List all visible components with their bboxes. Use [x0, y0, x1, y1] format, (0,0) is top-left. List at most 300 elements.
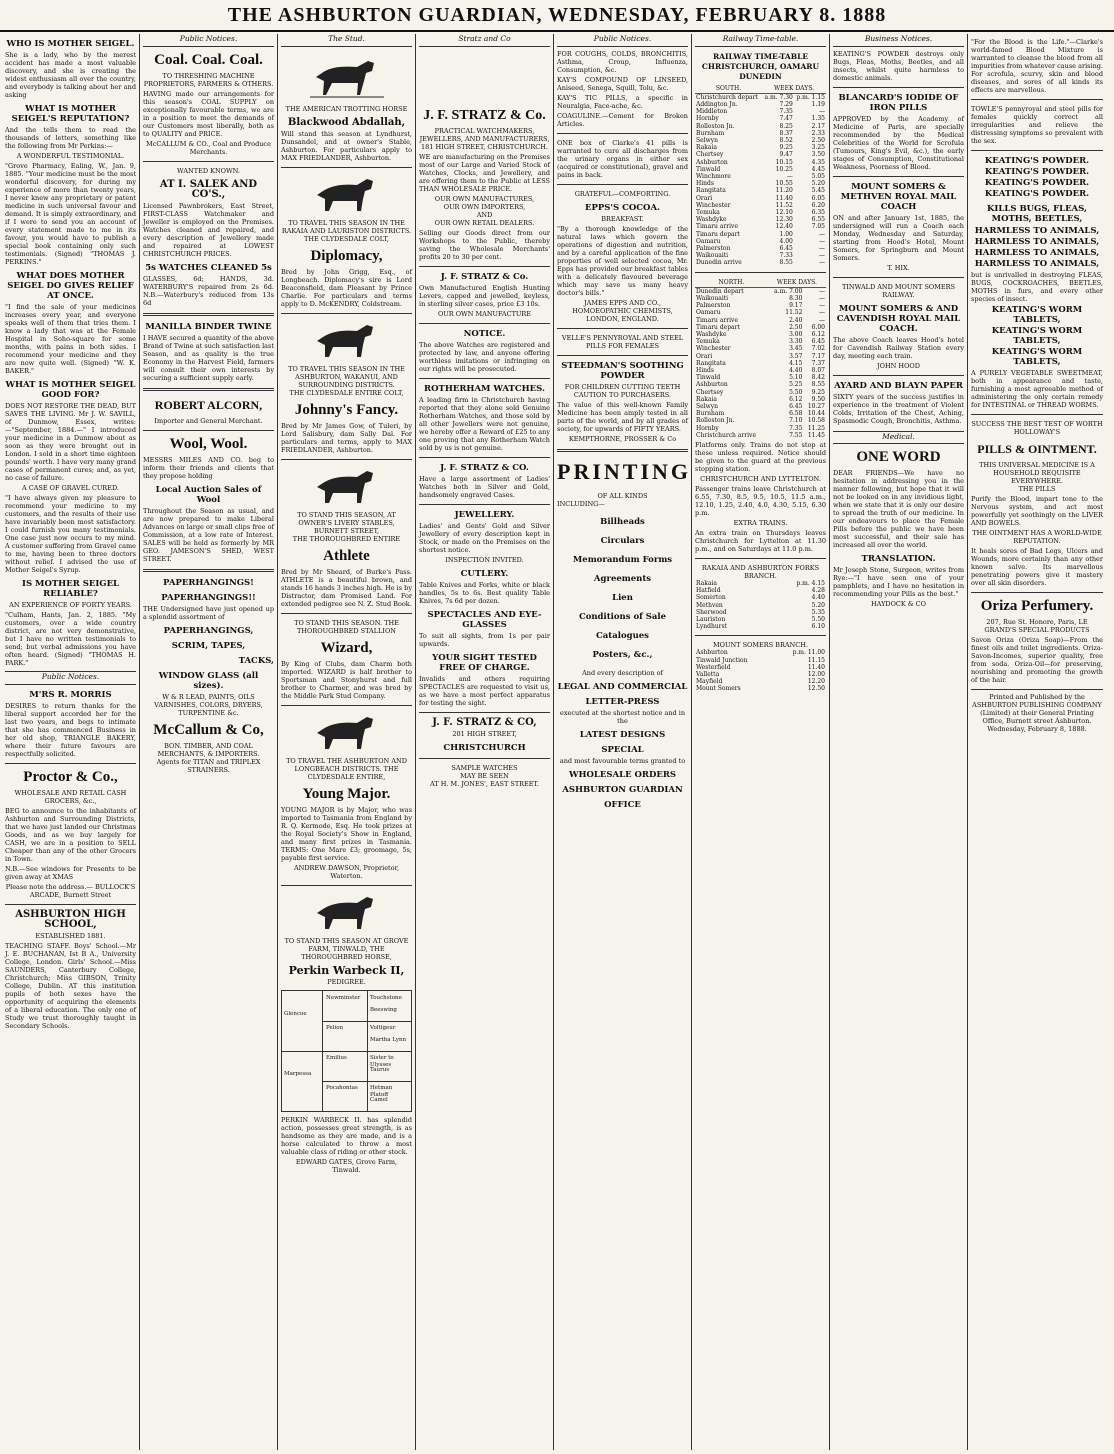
paragraph: To suit all sights, from 1s per pair upwards. [419, 631, 550, 648]
section-head: Public Notices. [143, 34, 274, 47]
address: 181 HIGH STREET, CHRISTCHURCH. [421, 142, 548, 151]
train-time: 12.20 [807, 678, 825, 686]
subheading: VELLE'S PENNYROYAL AND STEEL PILLS FOR FEMALES [561, 333, 684, 350]
subheading: INCLUDING— [557, 499, 605, 508]
paragraph: APPROVED by the Academy of Medicine of Paris, are specially recommended by the Medical Celebrities of the World for Scrofula (Tumours, King's Evil, &c.), the early stages of Consumption, Constitutional Weakness, Poorness of Blood. [833, 114, 964, 171]
paragraph: Savon Oriza (Oriza Soap)—From the finest oils and toilet ingredients. Oriza-Savon-Incomes, superior quality, free from soda. Oriza-Oil—for preserving, nourishing and promoting the growth of the hair. [971, 636, 1103, 684]
paragraph: "I have always given my pleasure to recommend your medicine to my customers, and the results of their use have invariably been most satisfactory. I could furnish you many testimonials. One case just now occurs to my mind. A customer suffering from Gravel came to me, having been to three doctors without relief. I advised the use of Mother Seigel's Syrup. [5, 494, 136, 574]
train-time: 9.47 [779, 151, 793, 159]
paragraph: I HAVE secured a quantity of the above Brand of Twine at such satisfaction last Season, and as quality is the true Economy in the Harvest Field, farmers will consult their own interests by securing a sufficient supply early. [143, 333, 274, 382]
table-row [695, 345, 826, 352]
subheading: THE THOROUGHBRED ENTIRE [292, 534, 401, 543]
paragraph: She is a lady, who by the merest accident has made a most valuable discovery, and she is creating the widest enthusiasm all over the country, and everybody is talking about her and asking [5, 51, 136, 99]
station-name: Washdyke [696, 216, 727, 224]
ad-line: PAPERHANGINGS, [163, 625, 254, 636]
pedigree-entry: Camel [370, 1096, 388, 1103]
thoroughbred-horse-illustration [307, 891, 387, 933]
divider [971, 99, 1103, 100]
table-row [695, 374, 826, 381]
column-8 [968, 34, 1106, 1450]
paragraph: Bred by Mr Sheard, of Burke's Pass. ATHLETE is a beautiful brown, and stands 16 hands 3 inches high. He is by Distractor, dam Promised Land. For extended pedigree see N. Z. Stud Book. [281, 567, 412, 608]
table-row [695, 338, 826, 345]
train-time: — [819, 108, 825, 116]
pedigree-chart [281, 990, 412, 1112]
train-time: 7.55 [789, 431, 803, 439]
train-time: 10.55 [775, 180, 793, 188]
station-name: Hinds [696, 180, 714, 188]
table-row [695, 425, 826, 432]
train-time: — [819, 302, 825, 310]
table-row [695, 101, 826, 108]
station-name: Rangitata [696, 359, 726, 367]
train-time: 12.50 [807, 685, 825, 693]
divider [557, 184, 688, 185]
pedigree-divider [282, 1051, 412, 1052]
station-name: Christchurch depart [696, 93, 758, 101]
headline: WHO IS MOTHER SEIGEL. [6, 39, 135, 49]
print-item: Conditions of Sale [578, 611, 667, 622]
pedigree-entry: Taurus [370, 1066, 390, 1073]
table-row [695, 678, 826, 685]
ad-line: LATEST DESIGNS [579, 729, 666, 740]
column-2 [140, 34, 278, 1450]
ad-title: MOUNT SOMERS & METHVEN ROYAL MAIL COACH [840, 181, 957, 212]
subheading: TO STAND THIS SEASON. THE THOROUGHBRED STALLION [294, 618, 399, 635]
ad-subtitle: W & R LEAD, PAINTS, OILS VARNISHES, COLORS, DRYERS, TURPENTINE &c. [154, 692, 263, 717]
train-time: 4.40 [789, 367, 803, 375]
divider [971, 150, 1103, 151]
station-name: Middleton [696, 108, 728, 116]
section-head: Public Notices. [557, 34, 688, 47]
station-name: Rakaia [696, 395, 717, 403]
pedigree-label: PEDIGREE. [327, 977, 366, 986]
paragraph: "I find the sale of your medicines increases every year, and everyone speaks well of them that tries them. I know a lady that was at the Female Hospital in Soho-square for some months, with pains in both sides. I recommend your medicine and they are now quite well. (Signed) "W. K. BAKER." [5, 303, 136, 375]
column-7 [830, 34, 968, 1450]
print-item: Agreements [593, 573, 652, 584]
station-name: Palmerston [696, 244, 731, 252]
train-time: 11.52 [775, 201, 793, 209]
pedigree-entry: Martha Lynn [370, 1036, 407, 1043]
ad-line: executed at the shortest notice and in the [559, 708, 686, 725]
ad-title: SPECTACLES AND EYE-GLASSES [427, 609, 542, 630]
station-name: Timaru arrive [696, 223, 738, 231]
table-row [695, 616, 826, 623]
section-head: Railway Time-table. [695, 34, 826, 47]
ad-title: CUTLERY. [460, 568, 509, 579]
headline: IS MOTHER SEIGEL RELIABLE? [21, 579, 120, 599]
station-name: Ashburton [696, 381, 728, 389]
print-item: Catalogues [596, 630, 649, 641]
table-header: NORTH. [695, 278, 768, 288]
train-time: 9.25 [811, 388, 825, 396]
paragraph: GLASSES, 6d; HANDS, 3d. WATERBURY'S repaired from 2s 6d. N.B.—Waterbury's reduced from 13s 6d [143, 274, 274, 307]
train-time: — [819, 252, 825, 260]
train-time: 10.58 [807, 417, 825, 425]
headline: WHAT IS MOTHER SEIGEL GOOD FOR? [5, 380, 136, 400]
paragraph: The above Coach leaves Hood's hotel for Cavendish Railway Station every day, meeting each train. [833, 335, 964, 360]
table-header: SOUTH. [695, 84, 762, 94]
ad-line: LETTER-PRESS [585, 696, 660, 707]
ad-title: PAPERHANGINGS! [163, 577, 254, 588]
table-row [695, 180, 826, 187]
train-time: — [819, 230, 825, 238]
pedigree-entry: Hetman Platoff [370, 1084, 393, 1098]
table-header: WEEK DAYS. [768, 278, 826, 288]
train-time: 4.15 [789, 359, 803, 367]
ad-line: KEATING'S WORM TABLETS, [991, 347, 1083, 367]
paragraph: PERKIN WARBECK II. has splendid action, possesses great strength, is as handsome as they are made, and is a horse calculated to throw a most valuable class of riding or other stock. [281, 1115, 412, 1156]
train-time: 5.35 [811, 608, 825, 616]
paragraph: SIXTY years of the success justifies in experience in the treatment of Violent Colds, Irritation of the Chest, Aching, Spasmodic Cough, Bronchitis, Asthma. [833, 392, 964, 425]
divider [143, 313, 274, 316]
paragraph: A PURELY VEGETABLE SWEETMEAT, both in appearance and taste, furnishing a most agreeable method of administering the only certain remedy for INTESTINAL or THREAD WORMS. [971, 369, 1103, 409]
divider [143, 430, 274, 431]
train-time: 2.33 [811, 129, 825, 137]
train-time: 8.55 [779, 259, 793, 267]
train-time: 8.52 [779, 136, 793, 144]
horse-name: Diplomacy, [310, 247, 383, 264]
ad-title: ROTHERHAM WATCHES. [424, 383, 545, 394]
pedigree-entry: Emilius [326, 1054, 347, 1061]
ad-subtitle: PRACTICAL WATCHMAKERS, JEWELLERS, AND MANUFACTURERS, [419, 126, 550, 143]
table-row [695, 159, 826, 166]
table-row [695, 144, 826, 151]
divider [419, 323, 550, 324]
table-row [695, 671, 826, 678]
train-time: 11.40 [775, 194, 793, 202]
paragraph: WE are manufacturing on the Premises most of our Large and Varied Stock of Watches, Clocks, and Jewellery, and are offering them to the Public at LESS THAN WHOLESALE PRICE. [419, 152, 550, 193]
train-time: — [819, 294, 825, 302]
station-name: Timaru arrive [696, 316, 738, 324]
ad-title: Coal. Coal. Coal. [154, 51, 263, 68]
ad-title: J. F. STRATZ & CO. [440, 462, 529, 473]
ad-line: KILLS BUGS, FLEAS, MOTHS, BEETLES, [987, 204, 1087, 224]
subheading: THE AMERICAN TROTTING HORSE [285, 104, 408, 113]
station-name: Sherwood [696, 608, 727, 616]
station-name: Chertsey [696, 151, 724, 159]
column-1 [2, 34, 140, 1450]
train-time: 12.30 [775, 216, 793, 224]
ad-line: LEGAL AND COMMERCIAL [557, 681, 688, 692]
train-time: 11.45 [807, 431, 825, 439]
table-row [695, 594, 826, 601]
table-row [695, 187, 826, 194]
station-name: Burnham [696, 410, 725, 418]
subheading: MOUNT SOMERS BRANCH. [713, 641, 808, 650]
ad-title: Oriza Perfumery. [980, 598, 1094, 614]
station-name: Dunedin arrive [696, 259, 742, 267]
train-time: 7.05 [811, 223, 825, 231]
ad-line: KEATING'S POWDER. [984, 189, 1090, 199]
station-name: Addington Jn. [696, 100, 738, 108]
train-time: 10.27 [807, 403, 825, 411]
table-row [695, 195, 826, 202]
station-name: Waikouaiti [696, 252, 729, 260]
masthead: THE ASHBURTON GUARDIAN, WEDNESDAY, FEBRUARY 8. 1888 [0, 0, 1114, 32]
pedigree-entry: Pelion [326, 1024, 344, 1031]
train-time: 5.50 [811, 616, 825, 624]
subheading: RAKAIA AND ASHBURTON FORKS BRANCH. [701, 564, 820, 581]
train-time: 5.05 [811, 172, 825, 180]
table-row [695, 123, 826, 130]
train-time: 8.55 [811, 381, 825, 389]
station-name: Hornby [696, 424, 719, 432]
train-time: 1.19 [811, 100, 825, 108]
ad-line: KEATING'S POWDER. [984, 178, 1090, 188]
table-row [695, 130, 826, 137]
station-name: Hinds [696, 367, 714, 375]
train-time: — [819, 287, 825, 295]
subheading: CHRISTCHURCH AND LYTTELTON. [700, 475, 821, 484]
table-row [695, 209, 826, 216]
imprint [971, 689, 1103, 733]
train-time: p.m. 1.15 [796, 93, 825, 101]
signature: KEMPTHORNE, PROSSER & Co [568, 434, 677, 443]
signature: ANDREW DAWSON, Proprietor, Waterton. [293, 863, 400, 880]
pedigree-entry: Touchstone [370, 994, 402, 1001]
ad-subtitle: ESTABLISHED 1881. [35, 931, 106, 940]
paragraph: Bred by John Grigg, Esq., of Longbeach. Diplomacy's sire is Lord Beaconsfield, dam Pleasant by Prince Charlie. For particulars and terms apply to D. McKENDRY, Coldstream. [281, 267, 412, 308]
table-row [695, 93, 826, 101]
paragraph: Invalids and others requiring SPECTACLES are requested to visit us, as we have a most perfect apparatus for testing the sight. [419, 674, 550, 707]
train-time: 5.10 [789, 374, 803, 382]
ad-line: WINDOW GLASS (all sizes). [158, 670, 259, 691]
headline: WHAT IS MOTHER SEIGEL'S REPUTATION? [11, 104, 130, 124]
table-row [695, 367, 826, 374]
train-time: 8.07 [811, 367, 825, 375]
ad-line: OUR OWN IMPORTERS, [443, 202, 526, 211]
signature: HAYDOCK & CO [871, 600, 926, 608]
paragraph: ONE box of Clarke's 41 pills is warranted to cure all discharges from the urinary organs in either sex (acquired or constitutional), gravel and pains in back. [557, 138, 688, 179]
train-time: 10.44 [807, 410, 825, 418]
train-time: 12.10 [775, 208, 793, 216]
subheading: OF ALL KINDS [597, 491, 648, 500]
train-time: 8.42 [811, 374, 825, 382]
subheading: GRATEFUL—COMFORTING. [574, 189, 671, 198]
divider [833, 87, 964, 88]
station-name: Orari [696, 352, 713, 360]
paragraph: DOES NOT RESTORE THE DEAD, BUT SAVES THE LIVING. Mr J. W. SAVILL, of Dunmow, Essex, writes:—"September, 1884.—" I introduced your medicine in a Dunmow about as soon as they were brought out in London. I sold in a short time eighteen pounds' worth. I have very many grand cases of permanent cures; and, as yet, no case of failure. [5, 402, 136, 482]
table-row [695, 238, 826, 245]
station-name: Selwyn [696, 403, 718, 411]
train-time: 5.20 [811, 601, 825, 609]
table-row [695, 295, 826, 302]
subheading: 207, Rue St. Honore, Paris, LE GRAND'S SPECIAL PRODUCTS [984, 618, 1090, 634]
train-time: 10.15 [775, 158, 793, 166]
ad-title: NOTICE. [463, 328, 506, 339]
subheading: FOR CHILDREN CUTTING TEETH [564, 382, 681, 391]
table-row [695, 309, 826, 316]
ad-title: AYARD AND BLAYN PAPER [834, 380, 963, 391]
subheading: TO TRAVEL THE ASHBURTON AND LONGBEACH DISTRICTS. THE CLYDESDALE ENTIRE, [286, 756, 407, 781]
train-time: 7.33 [779, 252, 793, 260]
divider [695, 558, 826, 559]
train-time: 11.25 [807, 424, 825, 432]
timetable-rakaia [695, 580, 826, 630]
horse-name: Johnny's Fancy. [294, 401, 399, 418]
paragraph: KEATING'S POWDER destroys only Bugs, Fleas, Moths, Beetles, and all insects, whilst quite harmless to domestic animals. [833, 49, 964, 82]
paragraph: Ladies' and Gents' Gold and Silver Jewellery of every description kept in Stock, or made on the Premises on the shortest notice. [419, 521, 550, 554]
table-row [695, 664, 826, 671]
paragraph: YOUNG MAJOR is by Major, who was imported to Tasmania from England by R. Q. Kermode, Esq. He took prizes at the Royal Society's Show in England, and many first prizes in Tasmania. TERMS: One Mare £3; groomage, 5s, payable first service. [281, 805, 412, 862]
subheading: WANTED KNOWN. [177, 166, 240, 175]
columns [2, 34, 1112, 1450]
signature: McCALLUM & CO., Coal and Produce Merchants. [146, 139, 271, 156]
paragraph: THE Undersigned have just opened up a splendid assortment of [143, 604, 274, 621]
table-row [695, 417, 826, 424]
station-name: Burnham [696, 129, 725, 137]
section-head: Business Notices. [833, 34, 964, 47]
train-time: 6.58 [789, 410, 803, 418]
table-row [695, 137, 826, 144]
paragraph: FOR COUGHS, COLDS, BRONCHITIS, Asthma, Croup, Influenza, Consumption, &c. [557, 49, 688, 74]
train-time: a.m. 7.30 [764, 93, 793, 101]
signature: EDWARD GATES, Grove Farm, Tinwald. [295, 1157, 398, 1174]
section-head: Public Notices. [5, 671, 136, 685]
subheading: BREAKFAST. [601, 214, 644, 223]
divider [833, 277, 964, 278]
station-name: Rolleston Jn. [696, 122, 735, 130]
notice-title: M'RS R. MORRIS [29, 689, 112, 700]
table-row [695, 609, 826, 616]
ad-line: TACKS, [238, 655, 274, 666]
table-row [695, 317, 826, 324]
subheading: THE OINTMENT HAS A WORLD-WIDE REPUTATION. [972, 529, 1102, 545]
train-time: 3.50 [811, 151, 825, 159]
divider [143, 569, 274, 572]
paragraph: DEAR FRIENDS—We have no hesitation in addressing you in the manner following, but hope that it will not be looked on in any invidious light, when we state that it is only our desire to spread the truth of our medicine. In our endeavours to place the Female Pills before the public we have been most successful, and their sale has increased all over the world. [833, 469, 964, 549]
ad-line: AT H. M. JONES', EAST STREET. [430, 779, 539, 788]
ad-title: ROBERT ALCORN, [154, 397, 263, 412]
paragraph: Table Knives and Forks, white or black handles, 5s to 6s. Best quality Table Knives, 7s 6d per dozen. [419, 580, 550, 605]
table-row [695, 623, 826, 630]
train-time: — [786, 172, 793, 180]
paragraph: TOWLE'S pennyroyal and steel pills for females quickly correct all irregularities and relieve the distressing symptoms so prevalent with the sex. [971, 105, 1103, 145]
pedigree-entry: Glencoe [284, 1010, 307, 1017]
ad-line: and most favourable terms granted to [559, 756, 686, 765]
divider [143, 161, 274, 162]
pedigree-entry: Voltigeur [370, 1024, 396, 1031]
pedigree-divider [322, 1021, 412, 1022]
table-row [695, 396, 826, 403]
divider [695, 272, 826, 273]
train-time: 6.55 [811, 216, 825, 224]
paragraph: Bred by Mr James Gow, of Tuleri, by Lord Salisbury, dam Sally Dal. For particulars and terms, apply to MAX FRIEDLANDER, Ashburton. [281, 421, 412, 454]
column-4 [416, 34, 554, 1450]
pedigree-entry: Beeswing [370, 1006, 397, 1013]
section-head: Stratz and Co [419, 34, 550, 47]
timetable-title: RAILWAY TIME-TABLE CHRISTCHURCH, OAMARU DUNEDIN [701, 51, 820, 81]
paragraph: COAGULINE.—Cement for Broken Articles. [557, 111, 688, 128]
train-time: 9.17 [789, 302, 803, 310]
paragraph: HAVING made our arrangements for this season's COAL SUPPLY on exceptionally favourable terms, we are in a position to meet the demands of our Customers most liberally, both as to QUALITY and PRICE. [143, 89, 274, 138]
table-row [695, 389, 826, 396]
subheading: AN EXPERIENCE OF FORTY YEARS. [9, 601, 132, 609]
ad-line: KEATING'S POWDER. [984, 167, 1090, 177]
ad-line: MAY BE SEEN [460, 771, 509, 780]
ad-title: PILLS & OINTMENT. [977, 442, 1097, 456]
subheading: THE PILLS [1018, 485, 1056, 493]
ad-line: CHRISTCHURCH [443, 742, 526, 753]
divider [281, 885, 412, 886]
train-time: p.m. 4.15 [796, 580, 825, 588]
divider [281, 313, 412, 314]
table-row [695, 410, 826, 417]
subheading: THE CLYDESDALE COLT, [304, 234, 389, 243]
ad-line: AND [476, 210, 493, 219]
column-6 [692, 34, 830, 1450]
ad-line: SCRIM, TAPES, [171, 640, 246, 651]
train-time: 3.00 [789, 331, 803, 338]
subheading: CAUTION TO PURCHASERS. [573, 390, 672, 399]
paragraph: Purify the Blood, impart tone to the Nervous system, and act most powerfully yet soothingly on the LIVER AND BOWELS. [971, 495, 1103, 527]
divider [971, 414, 1103, 415]
station-name: Lauriston [696, 616, 726, 624]
paragraph: "For the Blood is the Life."—Clarke's world-famed Blood Mixture is warranted to cleanse the blood from all impurities from whatever cause arising. For scrofula, scurvy, skin and blood diseases, and sores of all kinds its effects are marvellous. [971, 38, 1103, 94]
timetable-south [695, 84, 826, 267]
station-name: Ashburton [696, 158, 728, 166]
ad-title: J. F. STRATZ & Co. [440, 271, 529, 282]
headline: WHAT DOES MOTHER SEIGEL DO GIVES RELIEF AT ONCE. [7, 271, 134, 301]
pedigree-entry: Newminster [326, 994, 361, 1001]
horse-name: Perkin Warbeck II, [288, 963, 405, 977]
paragraph: Own Manufactured English Hunting Levers, capped and jewelled, keyless, in sterling silver cases, price £3 10s. [419, 283, 550, 308]
divider [281, 167, 412, 168]
subheading: TO STAND THIS SEASON, AT OWNER'S LIVERY STABLES, BURNETT STREET, [297, 510, 396, 535]
table-row [695, 108, 826, 115]
divider [281, 705, 412, 706]
ad-line: OUR OWN RETAIL DEALERS. [434, 218, 535, 227]
train-time: a.m. 7.00 [774, 287, 803, 295]
imprint-date: Wednesday, February 8, 1888. [987, 725, 1087, 733]
divider [557, 328, 688, 329]
subheading: A WONDERFUL TESTIMONIAL. [16, 152, 125, 160]
paragraph: "Grove Pharmacy, Ealing, W., Jan. 9, 1885. "Your medicine must be the most wonderful discovery, for during my experience of more than twenty years, I never knew any proprietary or patent medicine in such universal favour and demand. It is simply extraordinary, and if I were to send you an account of every statement made to me in its favour, you would have to publish a special book containing only such testimonials. (Signed) "THOMAS J. PERKINS." [5, 162, 136, 266]
ad-subtitle: Importer and General Merchant. [154, 416, 263, 425]
ad-line: INSPECTION INVITED. [445, 555, 524, 564]
ad-title: J. F. STRATZ & CO, [432, 716, 537, 728]
subheading: TO TRAVEL THIS SEASON IN THE RAKAIA AND LAURISTON DISTRICTS. [281, 218, 412, 235]
train-time: 8.30 [789, 294, 803, 302]
table-row [695, 649, 826, 656]
ad-line: OUR OWN MANUFACTURES, [434, 194, 535, 203]
train-time: 7.37 [811, 359, 825, 367]
paragraph: It heals sores of Bad Legs, Ulcers and Wounds, more certainly than any other known salve. Its marvellous penetrating powers give it mastery over all skin disorders. [971, 547, 1103, 587]
print-item: Lien [612, 592, 633, 603]
train-time: 2.50 [789, 323, 803, 331]
divider [419, 457, 550, 458]
subheading: SUCCESS THE BEST TEST OF WORTH [971, 420, 1103, 428]
horse-name: Young Major. [302, 785, 391, 802]
train-time: 4.45 [811, 165, 825, 173]
station-name: Tinwald Junction [696, 656, 748, 664]
train-time: 6.45 [811, 338, 825, 346]
table-row [695, 432, 826, 439]
paragraph: "Culham, Hants, Jan. 2, 1885. "My customers, over a wide country district, are not very demonstrative, but I have no written testimonials to send; but verbal admissions you have often heard. (Signed) "THOMAS H. PARK." [5, 611, 136, 667]
paragraph: Licensed Pawnbrokers, East Street, FIRST-CLASS Watchmaker and Jeweller is employed on the Premises. Watches cleaned and repaired, and every description of Jewellery made and repaired at LOWEST CHRISTCHURCH PRICES. [143, 201, 274, 258]
train-time: — [819, 309, 825, 317]
section-head: The Stud. [281, 34, 412, 47]
station-name: Christchurch arrive [696, 431, 756, 439]
train-time: 1.35 [811, 115, 825, 123]
station-name: Winchester [696, 201, 731, 209]
train-time: 6.20 [811, 201, 825, 209]
ad-subtitle: TO THRESHING MACHINE PROPRIETORS, FARMERS & OTHERS. [143, 71, 274, 88]
ad-title: Proctor & Co., [23, 768, 118, 785]
train-time: 7.29 [779, 100, 793, 108]
train-time: — [819, 259, 825, 267]
train-time: 7.17 [811, 352, 825, 360]
